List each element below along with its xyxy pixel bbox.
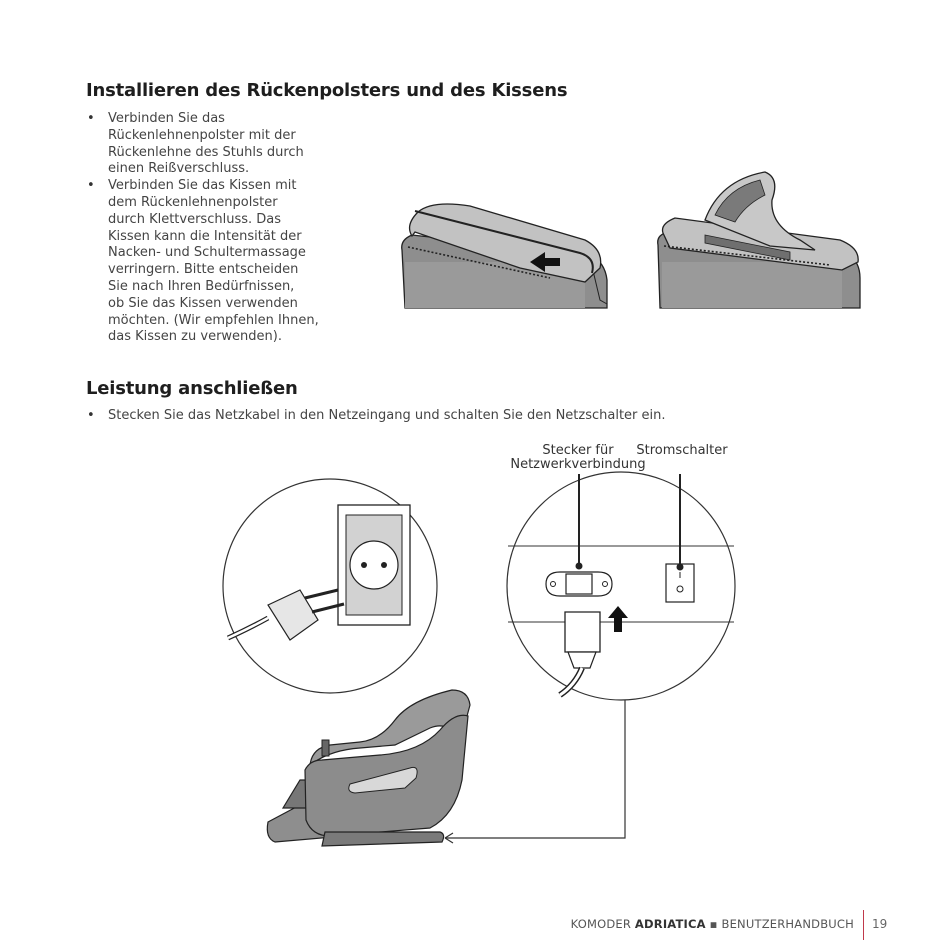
massage-chair-illustration bbox=[267, 690, 470, 846]
footer-model-name: ADRIATICA bbox=[634, 917, 706, 931]
footer-divider bbox=[863, 910, 864, 940]
connection-line bbox=[445, 700, 625, 838]
bullet-text: Verbinden Sie das Kissen mit dem Rückenlehnenpolster durch Klettverschluss. Das Kissen kann die Intensität der Nacken- und Schultermassage verringern. Bitte entscheiden Sie nach Ihren Bedürfnissen, ob Sie das Kissen verwenden möchten. (Wir empfehlen Ihnen, das Kissen zu verwenden). bbox=[108, 178, 319, 345]
wall-socket-detail bbox=[223, 479, 437, 693]
section-heading-backrest: Installieren des Rückenpolsters und des Kissens bbox=[86, 80, 568, 101]
footer-doc-title: BENUTZERHANDBUCH bbox=[721, 917, 854, 931]
bullet-text: Stecken Sie das Netzkabel in den Netzeingang und schalten Sie den Netzschalter ein. bbox=[108, 408, 666, 423]
footer-brand bbox=[571, 917, 854, 931]
footer-brand-name: KOMODER bbox=[570, 917, 632, 931]
label-power-switch: Stromschalter bbox=[636, 443, 728, 458]
label-power-connector: Stecker für Netzwerkverbindung bbox=[510, 443, 646, 472]
footer-separator: ▪ bbox=[709, 917, 718, 931]
bullet-text: Verbinden Sie das Rückenlehnenpolster mit der Rückenlehne des Stuhls durch einen Reißverschluss. bbox=[108, 111, 304, 177]
section-heading-power: Leistung anschließen bbox=[86, 378, 298, 399]
page-number: 19 bbox=[872, 917, 888, 931]
chair-connector-detail bbox=[507, 472, 735, 700]
